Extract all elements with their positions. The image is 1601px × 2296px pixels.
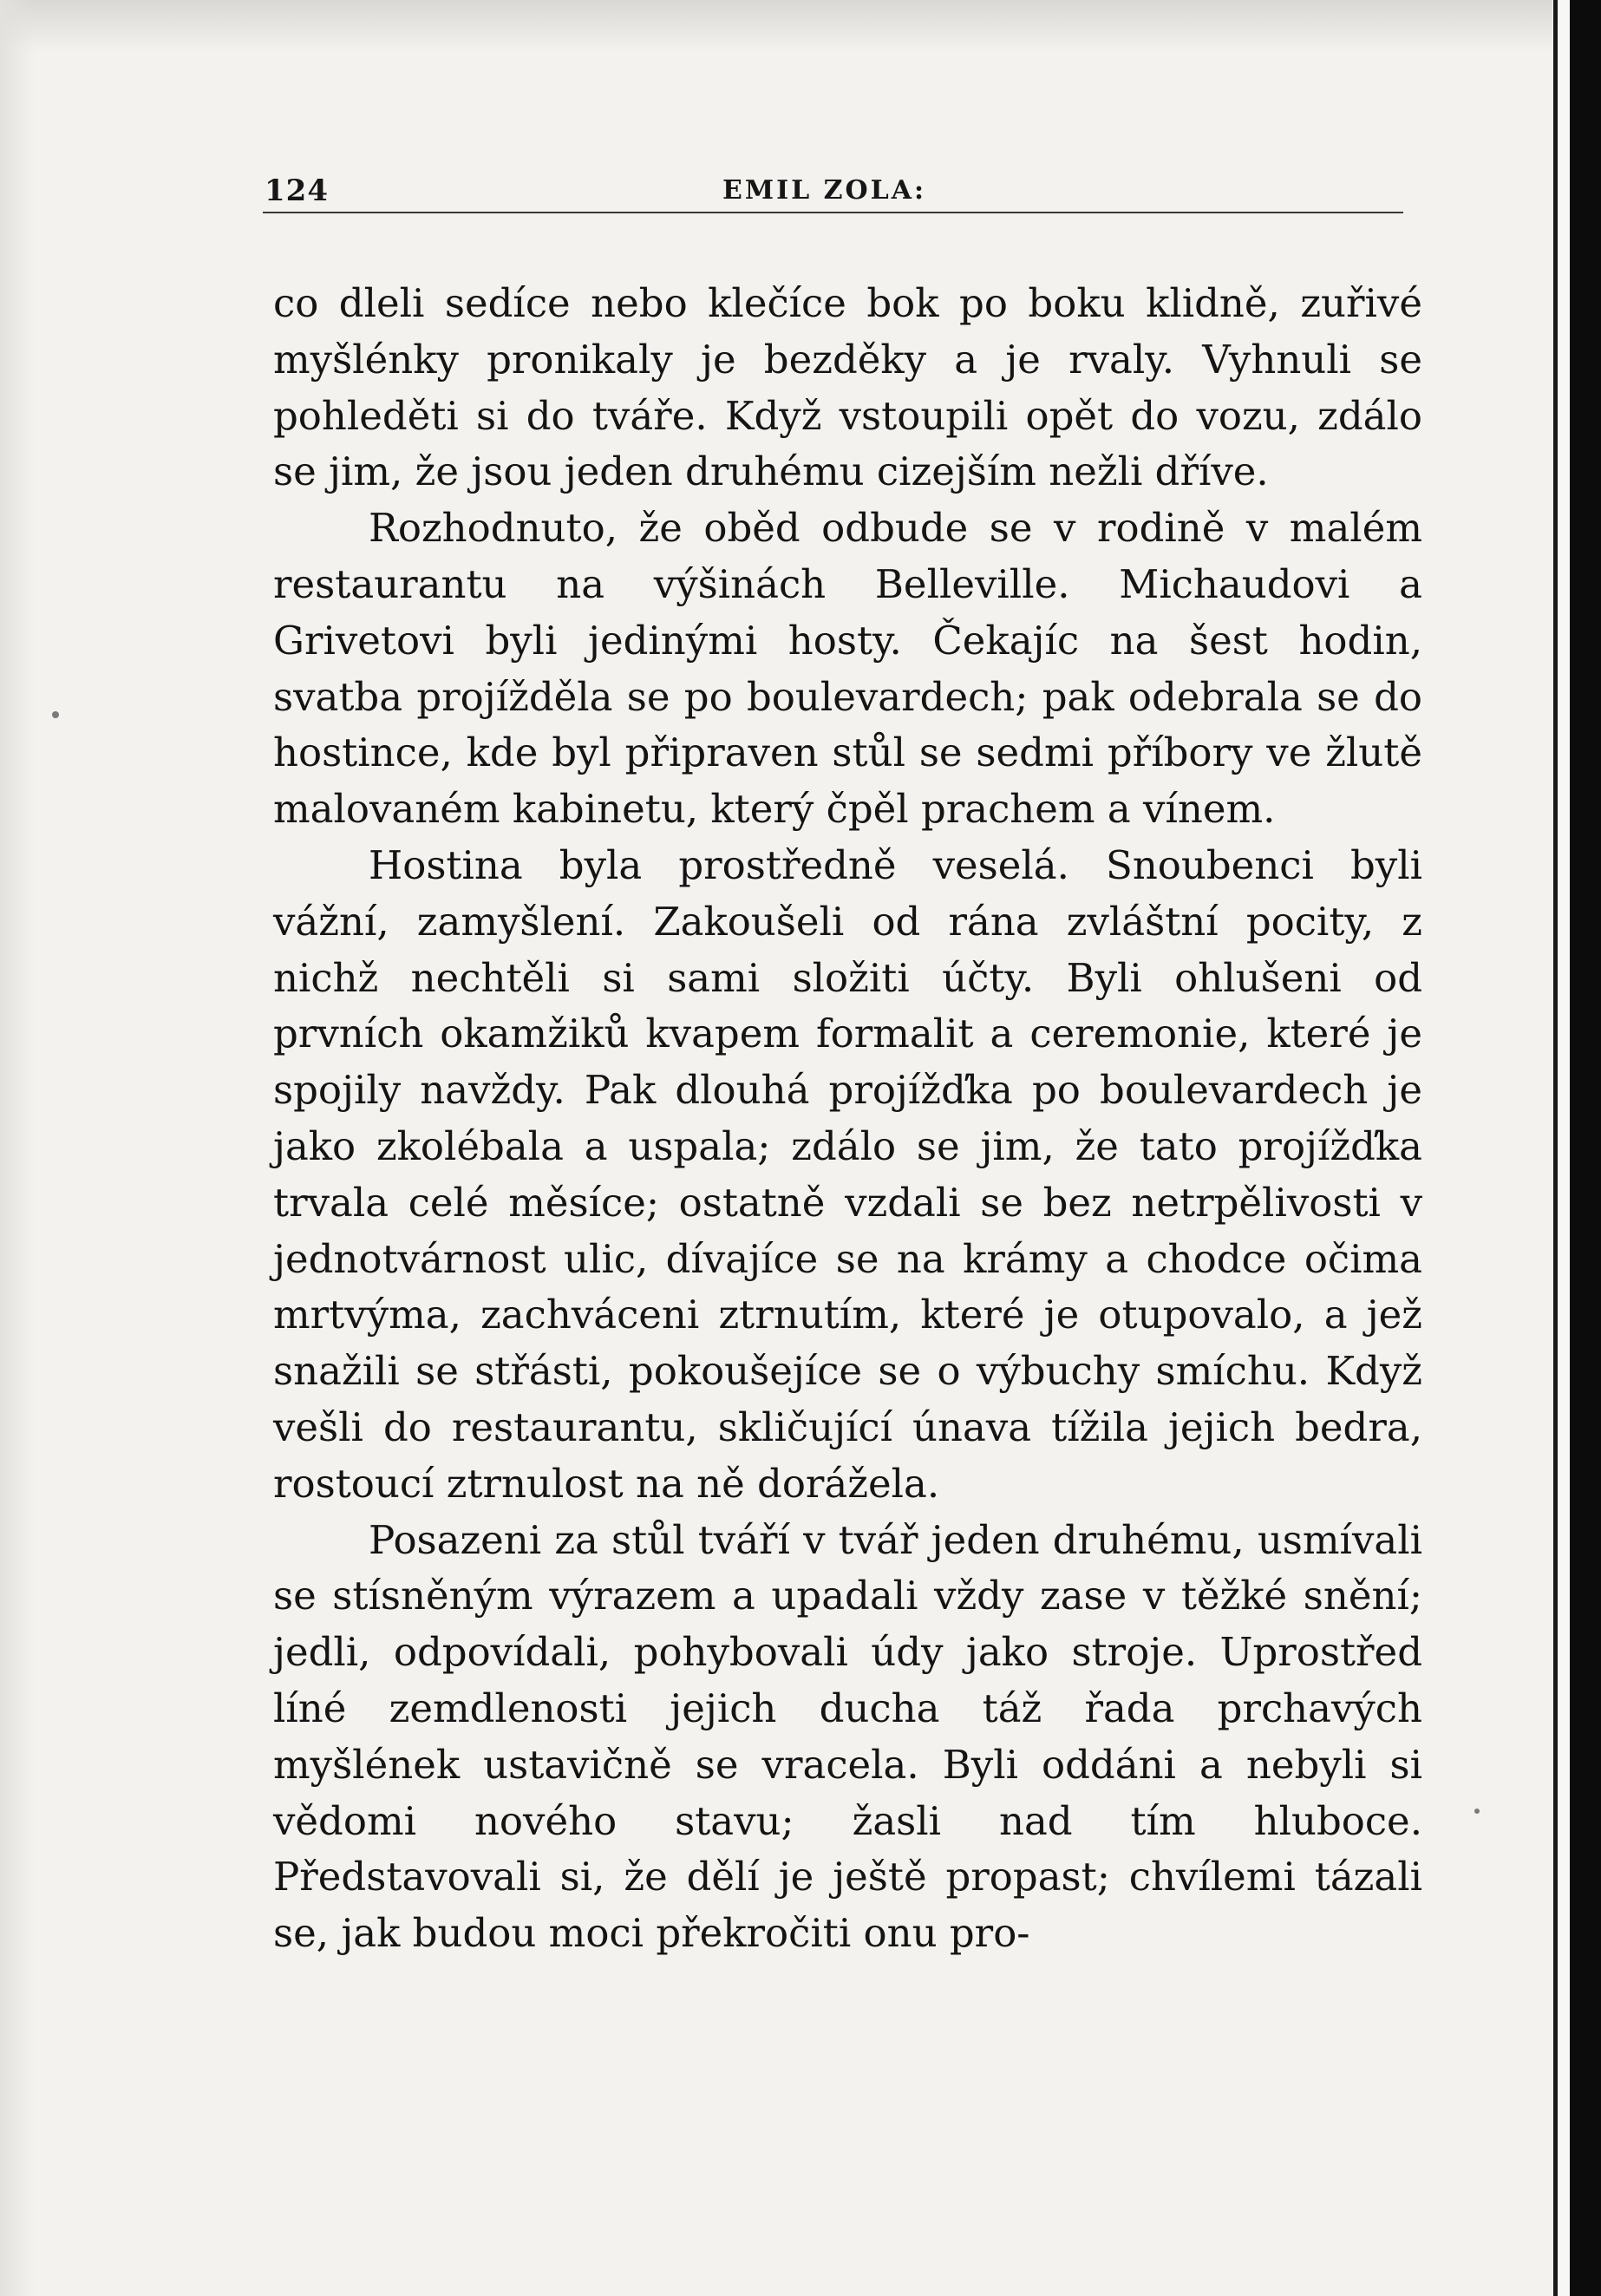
paragraph: Posazeni za stůl tváří v tvář jeden druhému, usmívali se stísněným výrazem a upadali vždy zase v těžké snění; jedli, odpovídali, pohybovali údy jako stroje. Uprostřed líné zemdlenosti jejich ducha táž řada prchavých myšlének ustavičně se vracela. Byli oddáni a nebyli si vědomi nového stavu; žasli nad tím hluboce. Představovali si, že dělí je ještě propast; chvílemi tázali se, jak budou moci překročiti onu pro- — [273, 1516, 1422, 1957]
scan-speck — [1474, 1809, 1480, 1814]
running-header — [263, 170, 1403, 213]
paragraph: co dleli sedíce nebo klečíce bok po boku klidně, zuřivé myšlénky pronikaly je bezděky a je rvaly. Vyhnuli se pohleděti si do tváře. Když vstoupili opět do vozu, zdálo se jim, že jsou jeden druhému cizejším nežli dříve. — [273, 280, 1422, 495]
paragraph: Rozhodnuto, že oběd odbude se v rodině v malém restaurantu na výšinách Belleville. Michaudovi a Grivetovi byli jedinými hosty. Čekajíc na šest hodin, svatba projížděla se po boulevardech; pak odebrala se do hostince, kde byl připraven stůl se sedmi příbory ve žlutě malovaném kabinetu, který čpěl prachem a vínem. — [273, 505, 1422, 833]
scan-right-border — [1570, 0, 1601, 2296]
scan-top-shadow — [0, 0, 1552, 52]
running-head-title: EMIL ZOLA: — [722, 175, 927, 206]
page-number: 124 — [265, 173, 329, 208]
page-edge-gap — [1558, 0, 1570, 2296]
scan-speck — [52, 711, 59, 718]
paragraph: Hostina byla prostředně veselá. Snoubenci byli vážní, zamyšlení. Zakoušeli od rána zvláštní pocity, z nichž nechtěli si sami složiti účty. Byli ohlušeni od prvních okamžiků kvapem formalit a ceremonie, které je spojily navždy. Pak dlouhá projížďka po boulevardech je jako zkolébala a uspala; zdálo se jim, že tato projížďka trvala celé měsíce; ostatně vzdali se bez netrpělivosti v jednotvárnost ulic, dívajíce se na krámy a chodce očima mrtvýma, zachváceni ztrnutím, které je otupovalo, a jež snažili se střásti, pokoušejíce se o výbuchy smíchu. Když vešli do restaurantu, skličující únava tížila jejich bedra, rostoucí ztrnulost na ně dorážela. — [273, 841, 1422, 1507]
scan-left-shadow — [0, 0, 35, 2296]
body-text — [273, 276, 1422, 1962]
